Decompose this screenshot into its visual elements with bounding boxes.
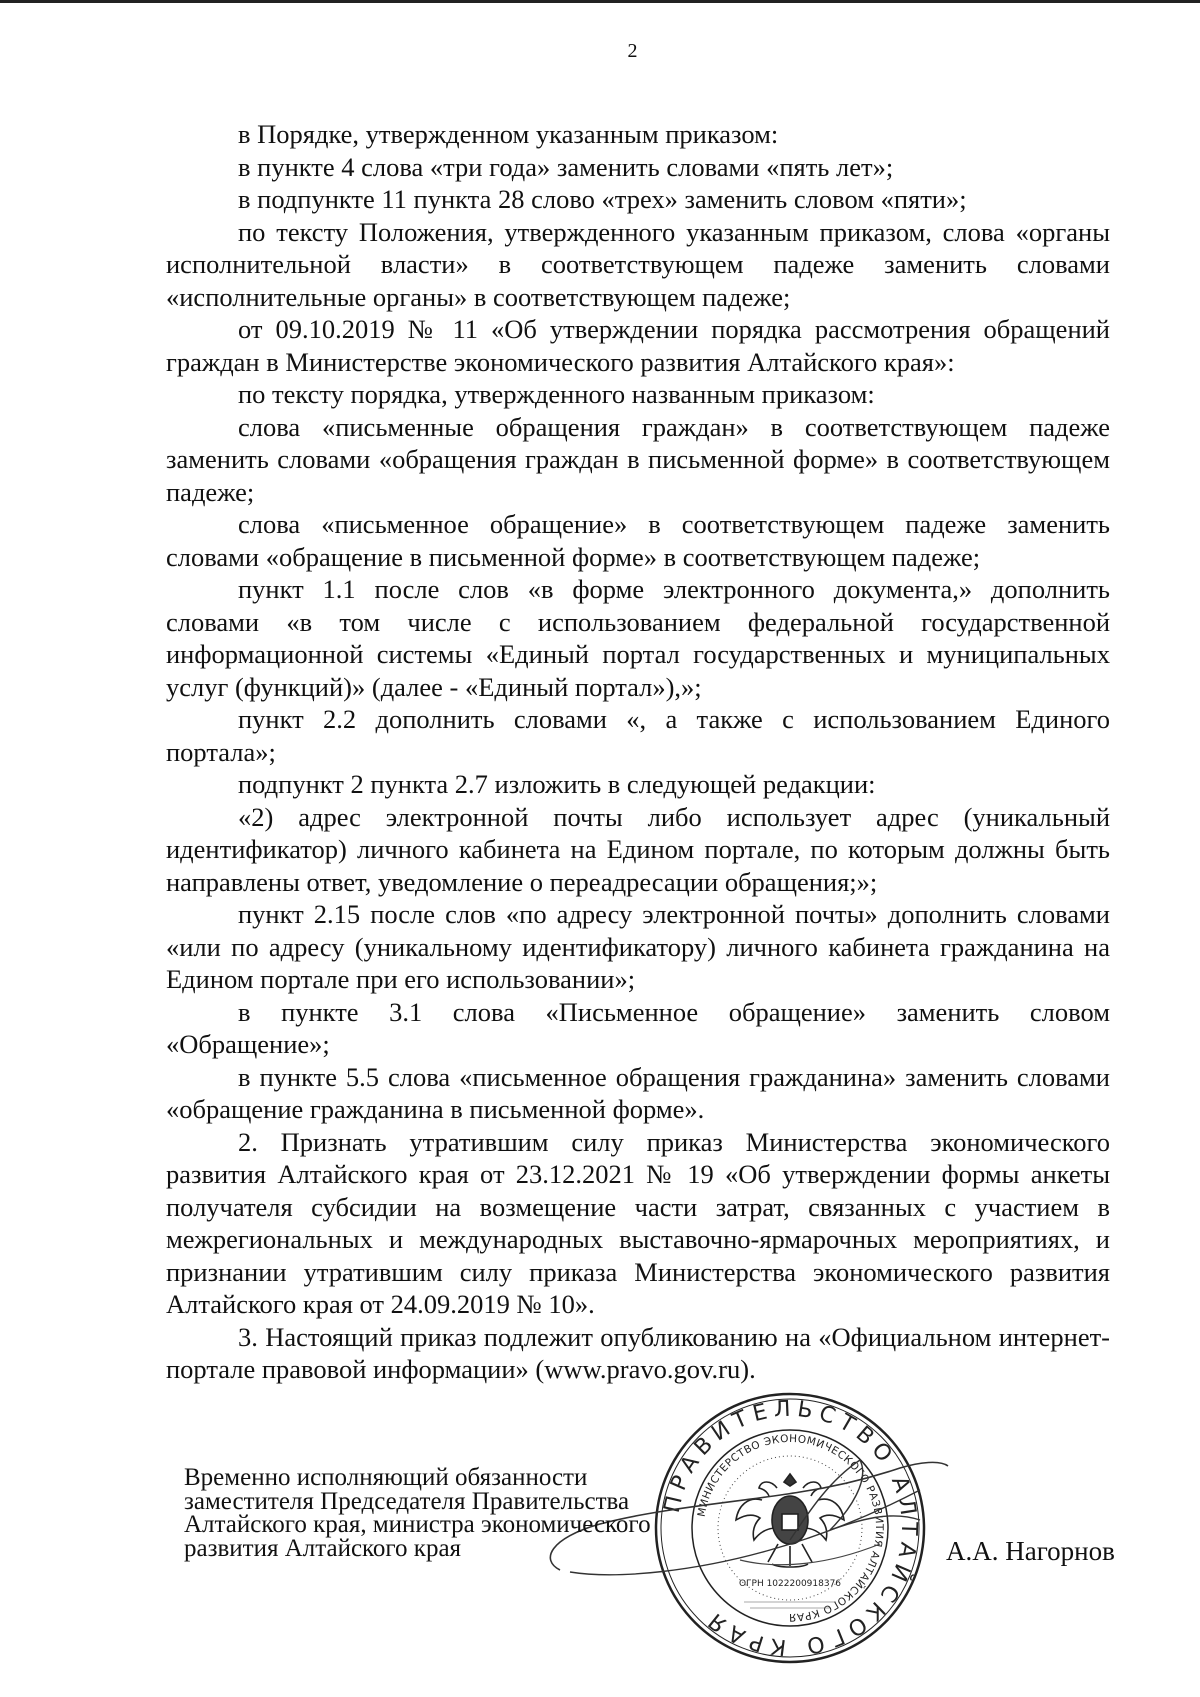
signatory-title-line: развития Алтайского края	[184, 1534, 462, 1562]
document-body	[166, 118, 1110, 1386]
svg-text:ОГРН 1022200918376: ОГРН 1022200918376	[738, 1579, 842, 1589]
paragraph: в подпункте 11 пункта 28 слово «трех» заменить словом «пяти»;	[238, 184, 967, 214]
paragraph: пункт 2.15 после слов «по адресу электронной почты» дополнить словами «или по адресу (уникальному идентификатору) личного кабинета гражданина на Едином портале при его использовании»;	[166, 899, 1110, 994]
paragraph: от 09.10.2019 № 11 «Об утверждении порядка рассмотрения обращений граждан в Министерстве экономического развития Алтайского края»:	[166, 314, 1110, 377]
paragraph: «2) адрес электронной почты либо использует адрес (уникальный идентификатор) личного кабинета на Едином портале, по которым должны быть направлены ответ, уведомление о переадресации обращения;»;	[166, 801, 1110, 897]
paragraph: в Порядке, утвержденном указанным приказом:	[238, 119, 779, 149]
page-top-border	[0, 0, 1200, 3]
paragraph: подпункт 2 пункта 2.7 изложить в следующей редакции:	[238, 769, 876, 799]
paragraph: по тексту Положения, утвержденного указанным приказом, слова «органы исполнительной власти» в соответствующем падеже заменить словами «исполнительные органы» в соответствующем падеже;	[166, 216, 1110, 312]
paragraph: 3. Настоящий приказ подлежит опубликованию на «Официальном интернет-портале правовой информации» (www.pravo.gov.ru).	[166, 1321, 1110, 1384]
paragraph: в пункте 4 слова «три года» заменить словами «пять лет»;	[238, 151, 894, 182]
paragraph: пункт 2.2 дополнить словами «, а также с использованием Единого портала»;	[166, 704, 1110, 767]
paragraph: в пункте 3.1 слова «Письменное обращение» заменить словом «Обращение»;	[166, 996, 1110, 1059]
signatory-title	[184, 1466, 651, 1560]
paragraph: слова «письменное обращение» в соответствующем падеже заменить словами «обращение в письменной форме» в соответствующем падеже;	[166, 509, 1110, 572]
signatory-title-line: заместителя Председателя Правительства	[184, 1487, 630, 1515]
svg-text:МИНИСТЕРСТВО ЭКОНОМИЧЕСКОГО РА: МИНИСТЕРСТВО ЭКОНОМИЧЕСКОГО РАЗВИТИЯ АЛТАЙСКОГО КРАЯ	[695, 1432, 886, 1624]
paragraph: в пункте 5.5 слова «письменное обращения гражданина» заменить словами «обращение гражданина в письменной форме».	[166, 1061, 1110, 1124]
signatory-title-line: Алтайского края, министра экономического	[184, 1511, 651, 1538]
paragraph: 2. Признать утратившим силу приказ Министерства экономического развития Алтайского края от 23.12.2021 № 19 «Об утверждении формы анкеты получателя субсидии на возмещение части затрат, связанных с участием в межрегиональных и международных выставочно-ярмарочных мероприятиях, и признании утратившим силу приказа Министерства экономического развития Алтайского края от 24.09.2019 № 10».	[166, 1126, 1110, 1319]
signatory-name: А.А. Нагорнов	[946, 1536, 1115, 1566]
paragraph: пункт 1.1 после слов «в форме электронного документа,» дополнить словами «в том числе с использованием федеральной государственной информационной системы «Единый портал государственных и муниципальных услуг (функций)» (далее - «Единый портал»),»;	[166, 574, 1110, 702]
svg-text:ПРАВИТЕЛЬСТВО АЛТАЙСКОГО КРАЯ: ПРАВИТЕЛЬСТВО АЛТАЙСКОГО КРАЯ	[659, 1396, 922, 1660]
paragraph: по тексту порядка, утвержденного названным приказом:	[238, 379, 875, 409]
signatory-title-line: Временно исполняющий обязанности	[184, 1464, 588, 1491]
page-number: 2	[627, 40, 638, 62]
paragraph: слова «письменные обращения граждан» в соответствующем падеже заменить словами «обращения граждан в письменной форме» в соответствующем падеже;	[166, 411, 1110, 507]
